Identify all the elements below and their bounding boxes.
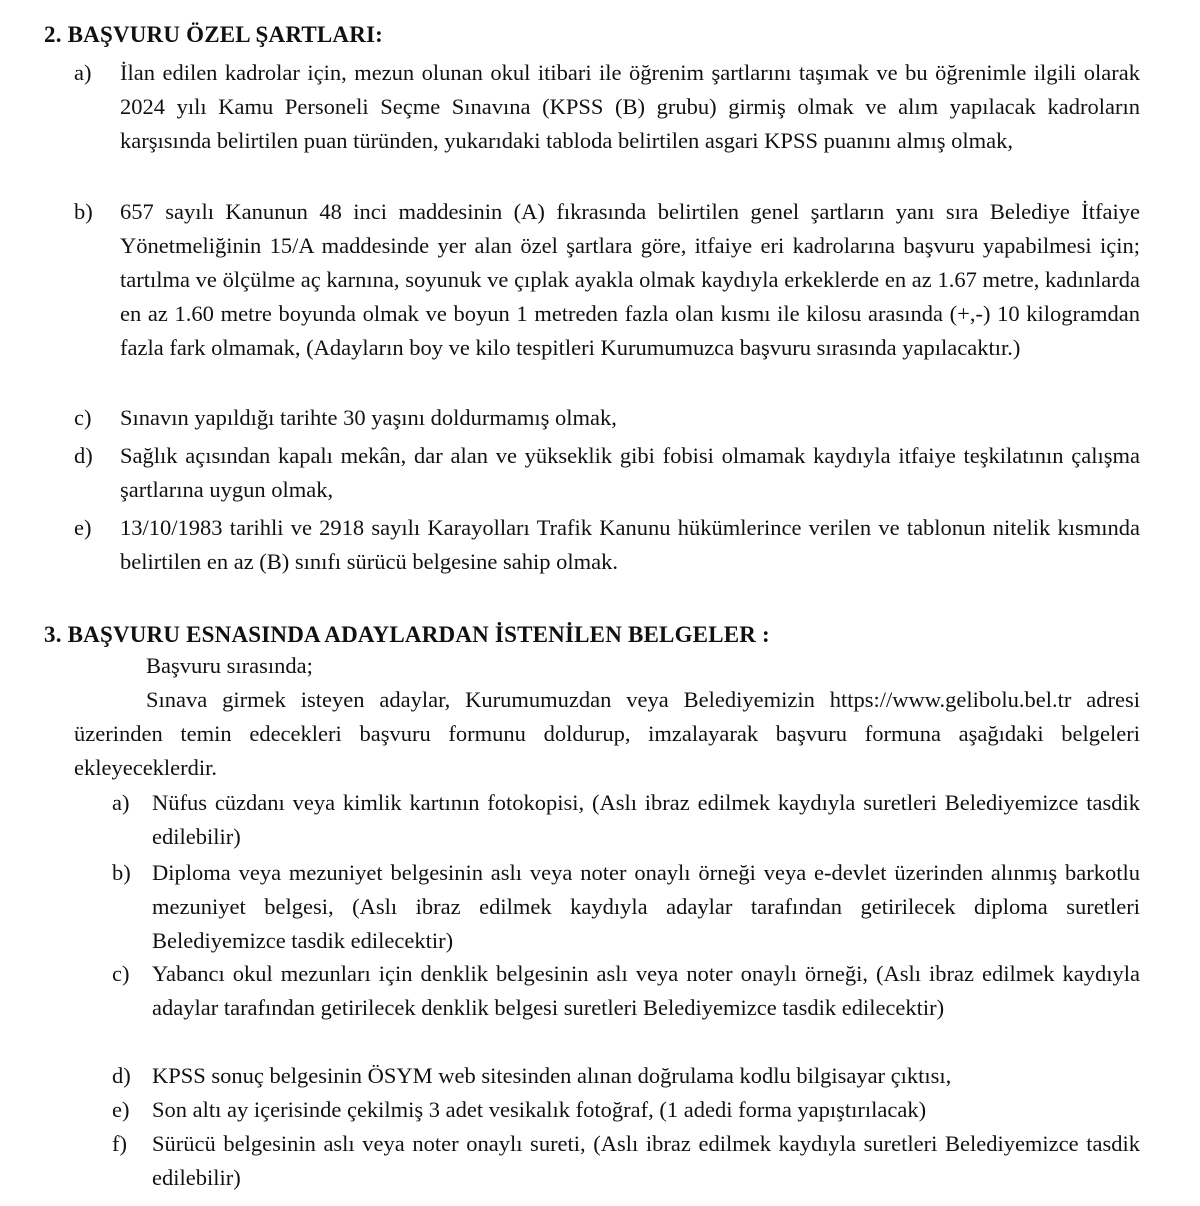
section-3-item-a bbox=[112, 786, 1140, 854]
item-marker: c) bbox=[74, 405, 92, 430]
item-marker: b) bbox=[112, 860, 131, 885]
item-text: Diploma veya mezuniyet belgesinin aslı veya noter onaylı örneği veya e-devlet üzerinden alınmış barkotlu mezuniyet belgesi, (Aslı ibraz edilmek kaydıyla adaylar tarafından getirilecek diploma suretleri Belediyemizce tasdik edilecektir) bbox=[152, 860, 1140, 953]
item-text: Sınavın yapıldığı tarihte 30 yaşını doldurmamış olmak, bbox=[120, 405, 617, 430]
item-marker: f) bbox=[112, 1131, 127, 1156]
item-marker: d) bbox=[112, 1063, 131, 1088]
item-marker: a) bbox=[112, 790, 130, 815]
section-3-item-f bbox=[112, 1127, 1140, 1195]
item-text: Nüfus cüzdanı veya kimlik kartının fotokopisi, (Aslı ibraz edilmek kaydıyla suretleri Belediyemizce tasdik edilebilir) bbox=[152, 790, 1140, 849]
section-3-intro-line: Başvuru sırasında; bbox=[146, 653, 313, 678]
item-marker: d) bbox=[74, 443, 93, 468]
section-2-item-a bbox=[74, 56, 1140, 158]
section-3-heading: 3. BAŞVURU ESNASINDA ADAYLARDAN İSTENİLEN BELGELER : bbox=[44, 622, 770, 647]
item-marker: e) bbox=[74, 515, 92, 540]
item-text: KPSS sonuç belgesinin ÖSYM web sitesinden alınan doğrulama kodlu bilgisayar çıktısı, bbox=[152, 1063, 952, 1088]
item-marker: e) bbox=[112, 1097, 130, 1122]
item-marker: a) bbox=[74, 60, 92, 85]
item-text: İlan edilen kadrolar için, mezun olunan okul itibari ile öğrenim şartlarını taşımak ve bu öğrenimle ilgili olarak 2024 yılı Kamu Personeli Seçme Sınavına (KPSS (B) grubu) girmiş olmak ve alım yapılacak kadroların karşısında belirtilen puan türünden, yukarıdaki tabloda belirtilen asgari KPSS puanını almış olmak, bbox=[120, 60, 1140, 153]
item-marker: b) bbox=[74, 199, 93, 224]
section-3-item-c bbox=[112, 957, 1140, 1025]
section-2-item-e bbox=[74, 511, 1140, 579]
section-3-intro-paragraph: Sınava girmek isteyen adaylar, Kurumumuzdan veya Belediyemizin https://www.gelibolu.bel.tr adresi üzerinden temin edecekleri başvuru formunu doldurup, imzalayarak başvuru formuna aşağıdaki belgeleri ekleyeceklerdir. bbox=[74, 687, 1140, 780]
item-marker: c) bbox=[112, 961, 130, 986]
section-3-item-e bbox=[112, 1093, 1140, 1127]
item-text: Son altı ay içerisinde çekilmiş 3 adet vesikalık fotoğraf, (1 adedi forma yapıştırılacak) bbox=[152, 1097, 927, 1122]
section-2-heading: 2. BAŞVURU ÖZEL ŞARTLARI: bbox=[44, 22, 384, 47]
section-2-item-c bbox=[74, 401, 1140, 435]
item-text: 13/10/1983 tarihli ve 2918 sayılı Karayolları Trafik Kanunu hükümlerince verilen ve tablonun nitelik kısmında belirtilen en az (B) sınıfı sürücü belgesine sahip olmak. bbox=[120, 515, 1140, 574]
item-text: 657 sayılı Kanunun 48 inci maddesinin (A) fıkrasında belirtilen genel şartların yanı sıra Belediye İtfaiye Yönetmeliğinin 15/A maddesinde yer alan özel şartlara göre, itfaiye eri kadrolarına başvuru yapabilmesi için; tartılma ve ölçülme aç karnına, soyunuk ve çıplak ayakla olmak kaydıyla erkeklerde en az 1.67 metre, kadınlarda en az 1.60 metre boyunda olmak ve boyun 1 metreden fazla olan kısmı ile kilosu arasında (+,-) 10 kilogramdan fazla fark olmamak, (Adayların boy ve kilo tespitleri Kurumumuzca başvuru sırasında yapılacaktır.) bbox=[120, 199, 1140, 360]
item-text: Sağlık açısından kapalı mekân, dar alan ve yükseklik gibi fobisi olmamak kaydıyla itfaiye teşkilatının çalışma şartlarına uygun olmak, bbox=[120, 443, 1140, 502]
item-text: Sürücü belgesinin aslı veya noter onaylı sureti, (Aslı ibraz edilmek kaydıyla suretleri Belediyemizce tasdik edilebilir) bbox=[152, 1131, 1140, 1190]
item-text: Yabancı okul mezunları için denklik belgesinin aslı veya noter onaylı örneği, (Aslı ibraz edilmek kaydıyla adaylar tarafından getirilecek denklik belgesi suretleri Belediyemizce tasdik edilecektir) bbox=[152, 961, 1140, 1020]
section-2-item-d bbox=[74, 439, 1140, 507]
section-2-item-b bbox=[74, 195, 1140, 365]
section-3-item-b bbox=[112, 856, 1140, 958]
section-3-item-d bbox=[112, 1059, 1140, 1093]
